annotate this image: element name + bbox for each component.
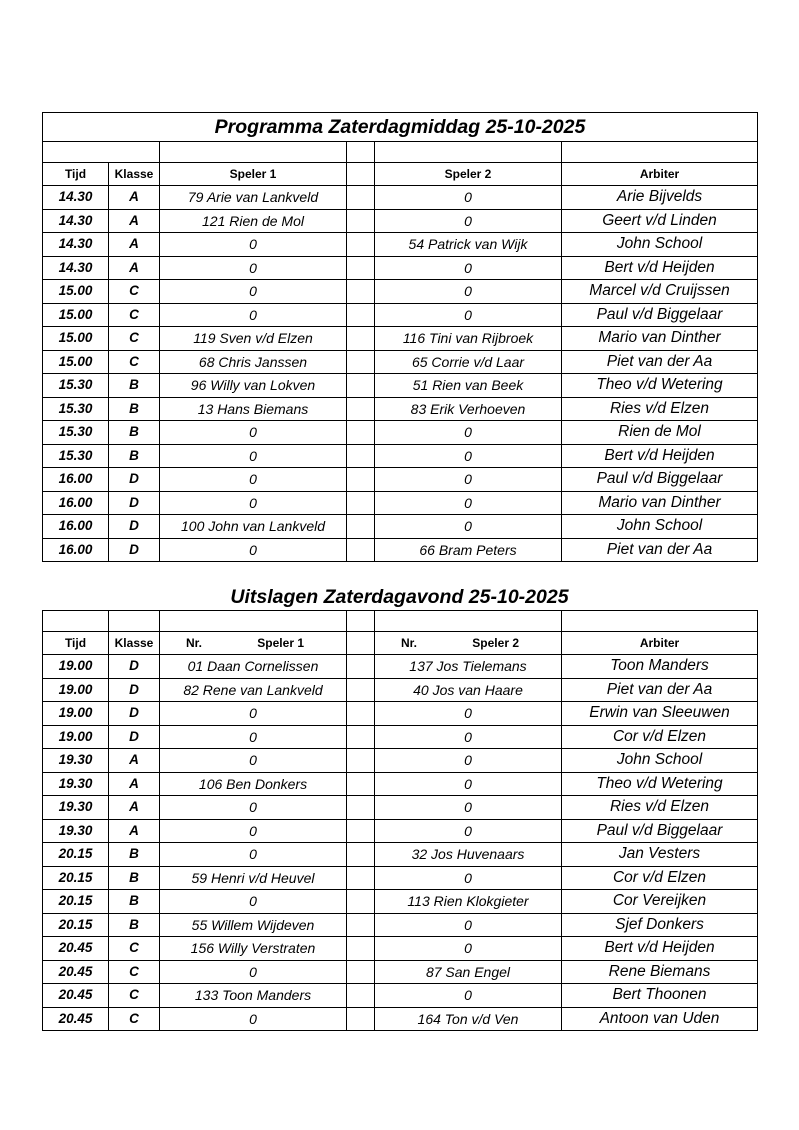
table-row bbox=[43, 397, 758, 421]
tijd-cell: 20.15 bbox=[43, 913, 109, 937]
gap-cell bbox=[347, 725, 375, 749]
speler1-cell: 0 bbox=[160, 796, 347, 820]
table-row bbox=[43, 538, 758, 562]
speler2-cell: 0 bbox=[375, 186, 562, 210]
klasse-cell: D bbox=[109, 491, 160, 515]
klasse-cell: B bbox=[109, 913, 160, 937]
arbiter-cell: John School bbox=[562, 233, 758, 257]
klasse-cell: A bbox=[109, 209, 160, 233]
header-nr-speler1 bbox=[160, 632, 347, 655]
gap-cell bbox=[347, 890, 375, 914]
speler1-cell: 0 bbox=[160, 960, 347, 984]
speler1-cell: 0 bbox=[160, 303, 347, 327]
tijd-cell: 20.15 bbox=[43, 843, 109, 867]
speler1-cell: 0 bbox=[160, 819, 347, 843]
results-title: Uitslagen Zaterdagavond 25-10-2025 bbox=[230, 586, 569, 608]
arbiter-cell: Sjef Donkers bbox=[562, 913, 758, 937]
gap-cell bbox=[347, 256, 375, 280]
gap-cell bbox=[347, 749, 375, 773]
klasse-cell: C bbox=[109, 937, 160, 961]
gap-cell bbox=[347, 702, 375, 726]
gap-cell bbox=[347, 984, 375, 1008]
tijd-cell: 19.30 bbox=[43, 819, 109, 843]
blank-cell bbox=[347, 611, 375, 632]
arbiter-cell: Paul v/d Biggelaar bbox=[562, 819, 758, 843]
table-row bbox=[43, 374, 758, 398]
klasse-cell: B bbox=[109, 890, 160, 914]
tijd-cell: 14.30 bbox=[43, 256, 109, 280]
tijd-cell: 19.00 bbox=[43, 655, 109, 679]
table-row bbox=[43, 655, 758, 679]
klasse-cell: C bbox=[109, 1007, 160, 1031]
speler2-cell: 0 bbox=[375, 444, 562, 468]
arbiter-cell: Antoon van Uden bbox=[562, 1007, 758, 1031]
arbiter-cell: Piet van der Aa bbox=[562, 350, 758, 374]
gap-cell bbox=[347, 913, 375, 937]
header-nr2: Nr. bbox=[401, 636, 418, 650]
header-tijd: Tijd bbox=[43, 632, 109, 655]
gap-cell bbox=[347, 843, 375, 867]
klasse-cell: D bbox=[109, 538, 160, 562]
arbiter-cell: Bert Thoonen bbox=[562, 984, 758, 1008]
klasse-cell: C bbox=[109, 960, 160, 984]
klasse-cell: D bbox=[109, 702, 160, 726]
speler2-cell: 87 San Engel bbox=[375, 960, 562, 984]
speler2-cell: 0 bbox=[375, 725, 562, 749]
speler1-cell: 96 Willy van Lokven bbox=[160, 374, 347, 398]
table-row bbox=[43, 960, 758, 984]
speler2-cell: 51 Rien van Beek bbox=[375, 374, 562, 398]
klasse-cell: B bbox=[109, 397, 160, 421]
arbiter-cell: Rien de Mol bbox=[562, 421, 758, 445]
klasse-cell: B bbox=[109, 374, 160, 398]
gap-cell bbox=[347, 772, 375, 796]
speler2-cell: 0 bbox=[375, 819, 562, 843]
speler2-cell: 40 Jos van Haare bbox=[375, 678, 562, 702]
table-row bbox=[43, 186, 758, 210]
gap-cell bbox=[347, 819, 375, 843]
table-row bbox=[43, 256, 758, 280]
arbiter-cell: Bert v/d Heijden bbox=[562, 937, 758, 961]
program-header-row bbox=[43, 163, 758, 186]
header-klasse: Klasse bbox=[109, 163, 160, 186]
speler2-cell: 0 bbox=[375, 515, 562, 539]
klasse-cell: D bbox=[109, 678, 160, 702]
gap-cell bbox=[347, 515, 375, 539]
speler2-cell: 116 Tini van Rijbroek bbox=[375, 327, 562, 351]
klasse-cell: B bbox=[109, 421, 160, 445]
gap-cell bbox=[347, 280, 375, 304]
table-row bbox=[43, 772, 758, 796]
gap-cell bbox=[347, 491, 375, 515]
speler1-cell: 82 Rene van Lankveld bbox=[160, 678, 347, 702]
klasse-cell: C bbox=[109, 280, 160, 304]
speler1-cell: 106 Ben Donkers bbox=[160, 772, 347, 796]
table-row bbox=[43, 819, 758, 843]
speler2-cell: 65 Corrie v/d Laar bbox=[375, 350, 562, 374]
tijd-cell: 15.00 bbox=[43, 327, 109, 351]
blank-row bbox=[43, 611, 758, 632]
arbiter-cell: Toon Manders bbox=[562, 655, 758, 679]
speler1-cell: 01 Daan Cornelissen bbox=[160, 655, 347, 679]
arbiter-cell: Bert v/d Heijden bbox=[562, 256, 758, 280]
tijd-cell: 15.30 bbox=[43, 444, 109, 468]
klasse-cell: C bbox=[109, 327, 160, 351]
speler1-cell: 0 bbox=[160, 491, 347, 515]
blank-row bbox=[43, 142, 758, 163]
gap-cell bbox=[347, 327, 375, 351]
speler1-cell: 0 bbox=[160, 233, 347, 257]
table-row bbox=[43, 1007, 758, 1031]
arbiter-cell: Geert v/d Linden bbox=[562, 209, 758, 233]
tijd-cell: 15.00 bbox=[43, 350, 109, 374]
klasse-cell: A bbox=[109, 186, 160, 210]
arbiter-cell: Piet van der Aa bbox=[562, 538, 758, 562]
table-row bbox=[43, 209, 758, 233]
tijd-cell: 20.45 bbox=[43, 1007, 109, 1031]
klasse-cell: B bbox=[109, 444, 160, 468]
gap-cell bbox=[347, 444, 375, 468]
header-nr1: Nr. bbox=[186, 636, 203, 650]
gap-cell bbox=[347, 655, 375, 679]
blank-cell bbox=[375, 142, 562, 163]
results-table bbox=[42, 610, 758, 1031]
tijd-cell: 15.00 bbox=[43, 303, 109, 327]
speler1-cell: 0 bbox=[160, 890, 347, 914]
klasse-cell: A bbox=[109, 256, 160, 280]
tijd-cell: 19.00 bbox=[43, 678, 109, 702]
table-row bbox=[43, 702, 758, 726]
speler2-cell: 32 Jos Huvenaars bbox=[375, 843, 562, 867]
speler1-cell: 79 Arie van Lankveld bbox=[160, 186, 347, 210]
tijd-cell: 16.00 bbox=[43, 515, 109, 539]
klasse-cell: C bbox=[109, 303, 160, 327]
gap-cell bbox=[347, 421, 375, 445]
program-table bbox=[42, 112, 758, 562]
arbiter-cell: Piet van der Aa bbox=[562, 678, 758, 702]
header-gap bbox=[347, 163, 375, 186]
klasse-cell: A bbox=[109, 796, 160, 820]
gap-cell bbox=[347, 350, 375, 374]
speler1-cell: 68 Chris Janssen bbox=[160, 350, 347, 374]
arbiter-cell: Mario van Dinther bbox=[562, 327, 758, 351]
header-tijd: Tijd bbox=[43, 163, 109, 186]
speler2-cell: 0 bbox=[375, 866, 562, 890]
table-row bbox=[43, 843, 758, 867]
header-speler2: Speler 2 bbox=[375, 163, 562, 186]
table-row bbox=[43, 421, 758, 445]
table-row bbox=[43, 327, 758, 351]
blank-cell bbox=[43, 142, 160, 163]
speler1-cell: 0 bbox=[160, 421, 347, 445]
arbiter-cell: Ries v/d Elzen bbox=[562, 397, 758, 421]
blank-cell bbox=[160, 142, 347, 163]
speler2-cell: 0 bbox=[375, 702, 562, 726]
header-arbiter: Arbiter bbox=[562, 632, 758, 655]
gap-cell bbox=[347, 374, 375, 398]
table-row bbox=[43, 468, 758, 492]
tijd-cell: 20.45 bbox=[43, 984, 109, 1008]
table-row bbox=[43, 491, 758, 515]
speler1-cell: 121 Rien de Mol bbox=[160, 209, 347, 233]
header-speler1: Speler 1 bbox=[257, 636, 304, 650]
header-speler2: Speler 2 bbox=[472, 636, 519, 650]
speler1-cell: 0 bbox=[160, 256, 347, 280]
speler2-cell: 83 Erik Verhoeven bbox=[375, 397, 562, 421]
klasse-cell: A bbox=[109, 819, 160, 843]
speler1-cell: 0 bbox=[160, 725, 347, 749]
speler2-cell: 0 bbox=[375, 913, 562, 937]
speler2-cell: 0 bbox=[375, 796, 562, 820]
klasse-cell: A bbox=[109, 749, 160, 773]
tijd-cell: 16.00 bbox=[43, 468, 109, 492]
arbiter-cell: Bert v/d Heijden bbox=[562, 444, 758, 468]
speler1-cell: 0 bbox=[160, 444, 347, 468]
table-row bbox=[43, 515, 758, 539]
speler1-cell: 100 John van Lankveld bbox=[160, 515, 347, 539]
speler2-cell: 0 bbox=[375, 280, 562, 304]
blank-cell bbox=[109, 611, 160, 632]
program-title: Programma Zaterdagmiddag 25-10-2025 bbox=[43, 113, 758, 142]
speler2-cell: 0 bbox=[375, 749, 562, 773]
tijd-cell: 14.30 bbox=[43, 209, 109, 233]
arbiter-cell: Erwin van Sleeuwen bbox=[562, 702, 758, 726]
speler1-cell: 0 bbox=[160, 843, 347, 867]
header-speler1: Speler 1 bbox=[160, 163, 347, 186]
program-title-row bbox=[43, 113, 758, 142]
blank-cell bbox=[562, 611, 758, 632]
tijd-cell: 15.30 bbox=[43, 421, 109, 445]
tijd-cell: 19.30 bbox=[43, 749, 109, 773]
gap-cell bbox=[347, 538, 375, 562]
tijd-cell: 16.00 bbox=[43, 491, 109, 515]
blank-cell bbox=[375, 611, 562, 632]
header-klasse: Klasse bbox=[109, 632, 160, 655]
arbiter-cell: Arie Bijvelds bbox=[562, 186, 758, 210]
arbiter-cell: Ries v/d Elzen bbox=[562, 796, 758, 820]
gap-cell bbox=[347, 1007, 375, 1031]
tijd-cell: 19.30 bbox=[43, 796, 109, 820]
klasse-cell: C bbox=[109, 350, 160, 374]
speler2-cell: 0 bbox=[375, 256, 562, 280]
table-row bbox=[43, 796, 758, 820]
gap-cell bbox=[347, 866, 375, 890]
speler1-cell: 133 Toon Manders bbox=[160, 984, 347, 1008]
tijd-cell: 20.15 bbox=[43, 866, 109, 890]
klasse-cell: D bbox=[109, 655, 160, 679]
blank-cell bbox=[347, 142, 375, 163]
tijd-cell: 15.00 bbox=[43, 280, 109, 304]
klasse-cell: A bbox=[109, 772, 160, 796]
speler2-cell: 0 bbox=[375, 772, 562, 796]
tijd-cell: 19.00 bbox=[43, 702, 109, 726]
speler2-cell: 0 bbox=[375, 984, 562, 1008]
gap-cell bbox=[347, 960, 375, 984]
speler2-cell: 137 Jos Tielemans bbox=[375, 655, 562, 679]
arbiter-cell: Jan Vesters bbox=[562, 843, 758, 867]
gap-cell bbox=[347, 796, 375, 820]
speler2-cell: 164 Ton v/d Ven bbox=[375, 1007, 562, 1031]
gap-cell bbox=[347, 303, 375, 327]
arbiter-cell: Mario van Dinther bbox=[562, 491, 758, 515]
klasse-cell: A bbox=[109, 233, 160, 257]
blank-cell bbox=[43, 611, 109, 632]
speler1-cell: 0 bbox=[160, 702, 347, 726]
tijd-cell: 20.45 bbox=[43, 960, 109, 984]
arbiter-cell: Cor Vereijken bbox=[562, 890, 758, 914]
speler1-cell: 0 bbox=[160, 538, 347, 562]
klasse-cell: D bbox=[109, 515, 160, 539]
arbiter-cell: Theo v/d Wetering bbox=[562, 772, 758, 796]
table-row bbox=[43, 890, 758, 914]
gap-cell bbox=[347, 678, 375, 702]
table-row bbox=[43, 444, 758, 468]
speler1-cell: 59 Henri v/d Heuvel bbox=[160, 866, 347, 890]
speler1-cell: 0 bbox=[160, 468, 347, 492]
speler1-cell: 0 bbox=[160, 280, 347, 304]
speler2-cell: 0 bbox=[375, 421, 562, 445]
speler2-cell: 0 bbox=[375, 937, 562, 961]
speler1-cell: 13 Hans Biemans bbox=[160, 397, 347, 421]
header-arbiter: Arbiter bbox=[562, 163, 758, 186]
gap-cell bbox=[347, 233, 375, 257]
tijd-cell: 16.00 bbox=[43, 538, 109, 562]
speler1-cell: 0 bbox=[160, 749, 347, 773]
header-nr-speler2 bbox=[375, 632, 562, 655]
arbiter-cell: John School bbox=[562, 515, 758, 539]
arbiter-cell: Cor v/d Elzen bbox=[562, 725, 758, 749]
table-row bbox=[43, 913, 758, 937]
speler1-cell: 119 Sven v/d Elzen bbox=[160, 327, 347, 351]
gap-cell bbox=[347, 186, 375, 210]
gap-cell bbox=[347, 937, 375, 961]
table-row bbox=[43, 350, 758, 374]
tijd-cell: 14.30 bbox=[43, 186, 109, 210]
klasse-cell: B bbox=[109, 866, 160, 890]
header-gap bbox=[347, 632, 375, 655]
speler2-cell: 66 Bram Peters bbox=[375, 538, 562, 562]
table-row bbox=[43, 984, 758, 1008]
arbiter-cell: Cor v/d Elzen bbox=[562, 866, 758, 890]
arbiter-cell: Theo v/d Wetering bbox=[562, 374, 758, 398]
klasse-cell: B bbox=[109, 843, 160, 867]
gap-cell bbox=[347, 468, 375, 492]
gap-cell bbox=[347, 209, 375, 233]
table-row bbox=[43, 749, 758, 773]
tijd-cell: 15.30 bbox=[43, 374, 109, 398]
blank-cell bbox=[562, 142, 758, 163]
speler2-cell: 0 bbox=[375, 491, 562, 515]
results-header-row bbox=[43, 632, 758, 655]
klasse-cell: D bbox=[109, 725, 160, 749]
arbiter-cell: Rene Biemans bbox=[562, 960, 758, 984]
tijd-cell: 20.15 bbox=[43, 890, 109, 914]
klasse-cell: C bbox=[109, 984, 160, 1008]
gap-cell bbox=[347, 397, 375, 421]
table-row bbox=[43, 678, 758, 702]
arbiter-cell: Paul v/d Biggelaar bbox=[562, 468, 758, 492]
blank-cell bbox=[160, 611, 347, 632]
speler2-cell: 113 Rien Klokgieter bbox=[375, 890, 562, 914]
tijd-cell: 20.45 bbox=[43, 937, 109, 961]
speler2-cell: 0 bbox=[375, 209, 562, 233]
arbiter-cell: Marcel v/d Cruijssen bbox=[562, 280, 758, 304]
speler2-cell: 54 Patrick van Wijk bbox=[375, 233, 562, 257]
speler1-cell: 156 Willy Verstraten bbox=[160, 937, 347, 961]
arbiter-cell: John School bbox=[562, 749, 758, 773]
tijd-cell: 14.30 bbox=[43, 233, 109, 257]
speler1-cell: 0 bbox=[160, 1007, 347, 1031]
table-row bbox=[43, 303, 758, 327]
tijd-cell: 19.00 bbox=[43, 725, 109, 749]
speler1-cell: 55 Willem Wijdeven bbox=[160, 913, 347, 937]
speler2-cell: 0 bbox=[375, 303, 562, 327]
klasse-cell: D bbox=[109, 468, 160, 492]
table-row bbox=[43, 280, 758, 304]
table-row bbox=[43, 725, 758, 749]
table-row bbox=[43, 233, 758, 257]
speler2-cell: 0 bbox=[375, 468, 562, 492]
tijd-cell: 19.30 bbox=[43, 772, 109, 796]
table-row bbox=[43, 937, 758, 961]
arbiter-cell: Paul v/d Biggelaar bbox=[562, 303, 758, 327]
table-row bbox=[43, 866, 758, 890]
tijd-cell: 15.30 bbox=[43, 397, 109, 421]
